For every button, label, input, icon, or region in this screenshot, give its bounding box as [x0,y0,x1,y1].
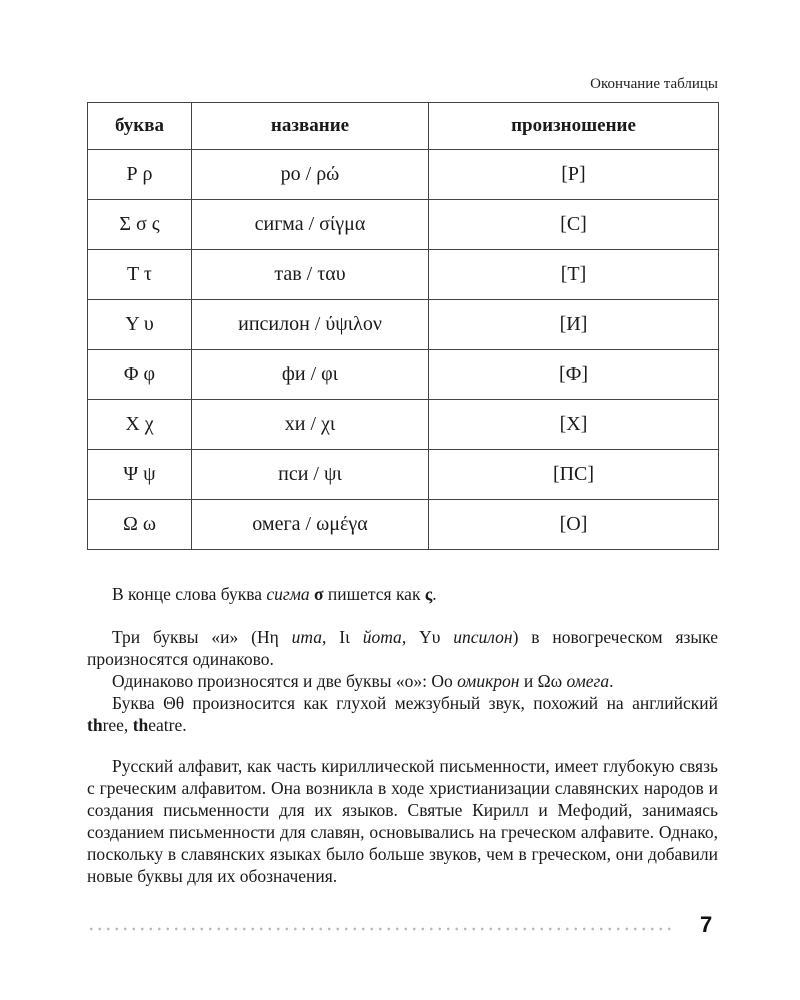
text-run: , Υυ [401,627,454,647]
italic-term: омикрон [457,671,520,691]
header-pronunciation: произношение [429,103,719,150]
header-name: название [192,103,429,150]
cell-letter: Ρ ρ [88,150,192,200]
cell-pronunciation: [Т] [429,250,719,300]
cell-name: ро / ρώ [192,150,429,200]
cell-letter: Ψ ψ [88,450,192,500]
text-run: . [432,584,437,604]
text-run: . [609,671,614,691]
cell-letter: Φ φ [88,350,192,400]
cell-letter: Σ σ ς [88,200,192,250]
table-row [88,500,719,550]
italic-term: ипсилон [453,627,513,647]
text-run: Буква Θθ произносится как глухой межзубный звук, похожий на английский [112,693,718,713]
table-row [88,250,719,300]
cell-pronunciation: [И] [429,300,719,350]
paragraph [87,626,718,670]
paragraph [87,670,718,692]
cell-name: сигма / σίγμα [192,200,429,250]
text-run: и Ωω [519,671,567,691]
final-sigma-note [87,583,718,605]
text-run: ) в новогреческом языке произносятся одинаково. [87,627,718,669]
paragraph [87,583,718,605]
text-run: Три буквы «и» (Ηη [112,627,292,647]
table-row [88,450,719,500]
table-continuation-caption: Окончание таблицы [590,76,718,92]
footer-dotted-rule [87,927,672,931]
table-header-row [88,103,719,150]
text-run: ree, [102,715,133,735]
text-run: eatre. [148,715,187,735]
table-row [88,300,719,350]
table-row [88,400,719,450]
cell-name: фи / φι [192,350,429,400]
cell-pronunciation: [Р] [429,150,719,200]
cell-letter: Χ χ [88,400,192,450]
cell-pronunciation: [Х] [429,400,719,450]
cell-pronunciation: [О] [429,500,719,550]
cell-name: омега / ωμέγα [192,500,429,550]
cell-pronunciation: [ПС] [429,450,719,500]
italic-term: йота [362,627,402,647]
cell-name: пси / ψι [192,450,429,500]
table-row [88,350,719,400]
table-row [88,150,719,200]
header-letter: буква [88,103,192,150]
text-run: пишется как [323,584,425,604]
table-row [88,200,719,250]
cell-name: ипсилон / ύψιλον [192,300,429,350]
cell-name: хи / χι [192,400,429,450]
cell-letter: Υ υ [88,300,192,350]
cell-letter: Τ τ [88,250,192,300]
paragraph: Русский алфавит, как часть кириллической письменности, имеет глубокую связь с греческим алфавитом. Она возникла в ходе христианизации славянских народов и создания письменности для их языков. Святые Кирилл и Мефодий, занимаясь созданием письменности для славян, основывались на греческом алфавите. Однако, поскольку в славянских языках было больше звуков, чем в греческом, они добавили новые буквы для их обозначения. [87,756,718,886]
bold-fragment: th [132,715,149,735]
italic-term: омега [566,671,610,691]
greek-letters-table [87,102,719,550]
cell-letter: Ω ω [88,500,192,550]
paragraph [87,692,718,736]
pronunciation-notes [87,626,718,736]
cell-pronunciation: [Ф] [429,350,719,400]
page-number: 7 [700,912,713,937]
italic-term: ита [291,627,323,647]
bold-letter: σ [314,584,324,604]
cyrillic-history-paragraph [87,755,718,887]
bold-letter: ς [424,584,433,604]
bold-fragment: th [87,715,103,735]
text-run: В конце слова буква [112,584,267,604]
cell-pronunciation: [С] [429,200,719,250]
text-run: , Ιι [322,627,363,647]
cell-name: тав / ταυ [192,250,429,300]
text-run: Одинаково произносятся и две буквы «о»: Οο [112,671,458,691]
italic-term: сигма [266,584,310,604]
